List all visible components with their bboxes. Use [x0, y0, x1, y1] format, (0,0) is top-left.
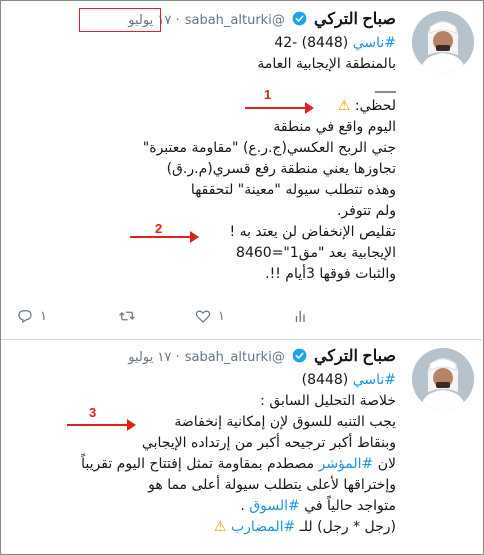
tweet-line — [16, 496, 396, 517]
annotation-number: 3 — [89, 405, 97, 420]
tweet-line — [16, 475, 396, 496]
verified-badge-icon — [292, 11, 307, 26]
display-name[interactable]: صباح التركي — [314, 11, 396, 28]
avatar[interactable] — [412, 348, 474, 410]
heart-icon — [194, 307, 212, 325]
hashtag-link[interactable]: #ناسي — [352, 372, 396, 388]
warning-icon: ⚠ — [337, 98, 351, 114]
tweet-line — [16, 159, 396, 180]
analytics-icon — [292, 307, 310, 325]
tweet-line — [16, 517, 396, 538]
text-segment: مصطدم بمقاومة تمثل إفتتاح اليوم تقريباً — [81, 456, 319, 472]
text-segment: (8448) — [301, 372, 353, 388]
avatar[interactable] — [412, 11, 474, 73]
text-segment: لحظي: — [350, 98, 396, 114]
tweet-line — [16, 391, 396, 412]
text-segment: ولم تتوفر. — [336, 203, 396, 219]
text-segment: جني الربح العكسي(ج.ر.ع) "مقاومة معتبرة" — [142, 140, 396, 156]
text-segment: وإختراقها لأعلى يتطلب سيولة أعلى مما هو — [148, 477, 396, 493]
text-segment: خلاصة التحليل السابق : — [260, 393, 396, 409]
date-highlight-box — [79, 8, 161, 32]
text-segment: (رجل * رجل) للـ — [295, 519, 396, 535]
tweet-header: صباح التركي @sabah_alturki · ١٧ يوليو — [128, 348, 396, 365]
warning-icon: ⚠ — [213, 519, 227, 535]
analytics-button[interactable] — [292, 307, 310, 325]
retweet-icon — [118, 307, 136, 325]
reply-button[interactable] — [16, 307, 47, 325]
tweet-card[interactable] — [1, 1, 482, 340]
tweet-line — [16, 138, 396, 159]
text-segment: وهذه تتطلب سيوله "معينة" لتحققها — [190, 182, 396, 198]
text-segment: ___ — [375, 77, 396, 93]
tweet-line — [16, 243, 396, 264]
text-segment: متواجد حالياً في — [299, 498, 396, 514]
annotation-number: 1 — [264, 87, 272, 102]
reply-icon — [16, 307, 34, 325]
tweet-text — [16, 33, 396, 285]
tweet-line — [16, 370, 396, 391]
text-segment: اليوم واقع في منطقة — [273, 119, 396, 135]
tweet-line — [16, 201, 396, 222]
tweet-line — [16, 454, 396, 475]
tweet-line — [16, 264, 396, 285]
verified-badge-icon — [292, 348, 307, 363]
annotation-number: 2 — [155, 221, 163, 236]
text-segment: وبنقاط أكبر ترجيحه أكبر من إرتداده الإيجابي — [141, 435, 396, 451]
like-count: ١ — [218, 308, 225, 324]
user-handle[interactable]: @sabah_alturki — [184, 13, 285, 28]
like-button[interactable] — [194, 307, 225, 325]
hashtag-link[interactable]: #ناسي — [352, 35, 396, 51]
tweet-line — [16, 117, 396, 138]
tweet-line — [16, 75, 396, 96]
text-segment: يجب التنبه للسوق لإن إمكانية إنخفاضة — [174, 414, 396, 430]
tweet-text — [16, 370, 396, 538]
tweet-card[interactable] — [1, 340, 482, 553]
tweet-date[interactable]: ١٧ يوليو — [128, 350, 172, 365]
tweet-line — [16, 433, 396, 454]
annotation-arrow-2 — [128, 229, 200, 245]
text-segment: (8448) -42 — [274, 35, 353, 51]
tweet-actions — [16, 307, 396, 331]
tweet-header: صباح التركي @sabah_alturki · ١٧ يوليو — [128, 11, 396, 28]
annotation-arrow-1 — [243, 98, 315, 114]
reply-count: ١ — [40, 308, 47, 324]
annotation-arrow-3 — [65, 417, 137, 433]
text-segment: . — [240, 498, 250, 514]
tweet-line — [16, 222, 396, 243]
hashtag-link[interactable]: #السوق — [249, 498, 300, 514]
hashtag-link[interactable]: #المؤشر — [318, 456, 374, 472]
text-segment: لان — [373, 456, 396, 472]
text-segment: والثبات فوقها 3أيام !!. — [265, 266, 396, 282]
tweet-date[interactable]: ١٧ يوليو — [128, 13, 172, 28]
tweet-line — [16, 33, 396, 54]
tweet-line — [16, 180, 396, 201]
text-segment: بالمنطقة الإيجابية العامة — [257, 56, 396, 72]
hashtag-link[interactable]: #المضارب — [230, 519, 296, 535]
retweet-button[interactable] — [118, 307, 136, 325]
text-segment: تجاوزها يعني منطقة رفع قسري(م.ر.ق) — [166, 161, 396, 177]
tweet-line — [16, 54, 396, 75]
text-segment: تقليص الإنخفاض لن يعتد به ! — [229, 224, 396, 240]
display-name[interactable]: صباح التركي — [314, 348, 396, 365]
text-segment: الإيجابية بعد "مق1"=8460 — [236, 245, 396, 261]
user-handle[interactable]: @sabah_alturki — [184, 350, 285, 365]
tweet-line — [16, 96, 396, 117]
